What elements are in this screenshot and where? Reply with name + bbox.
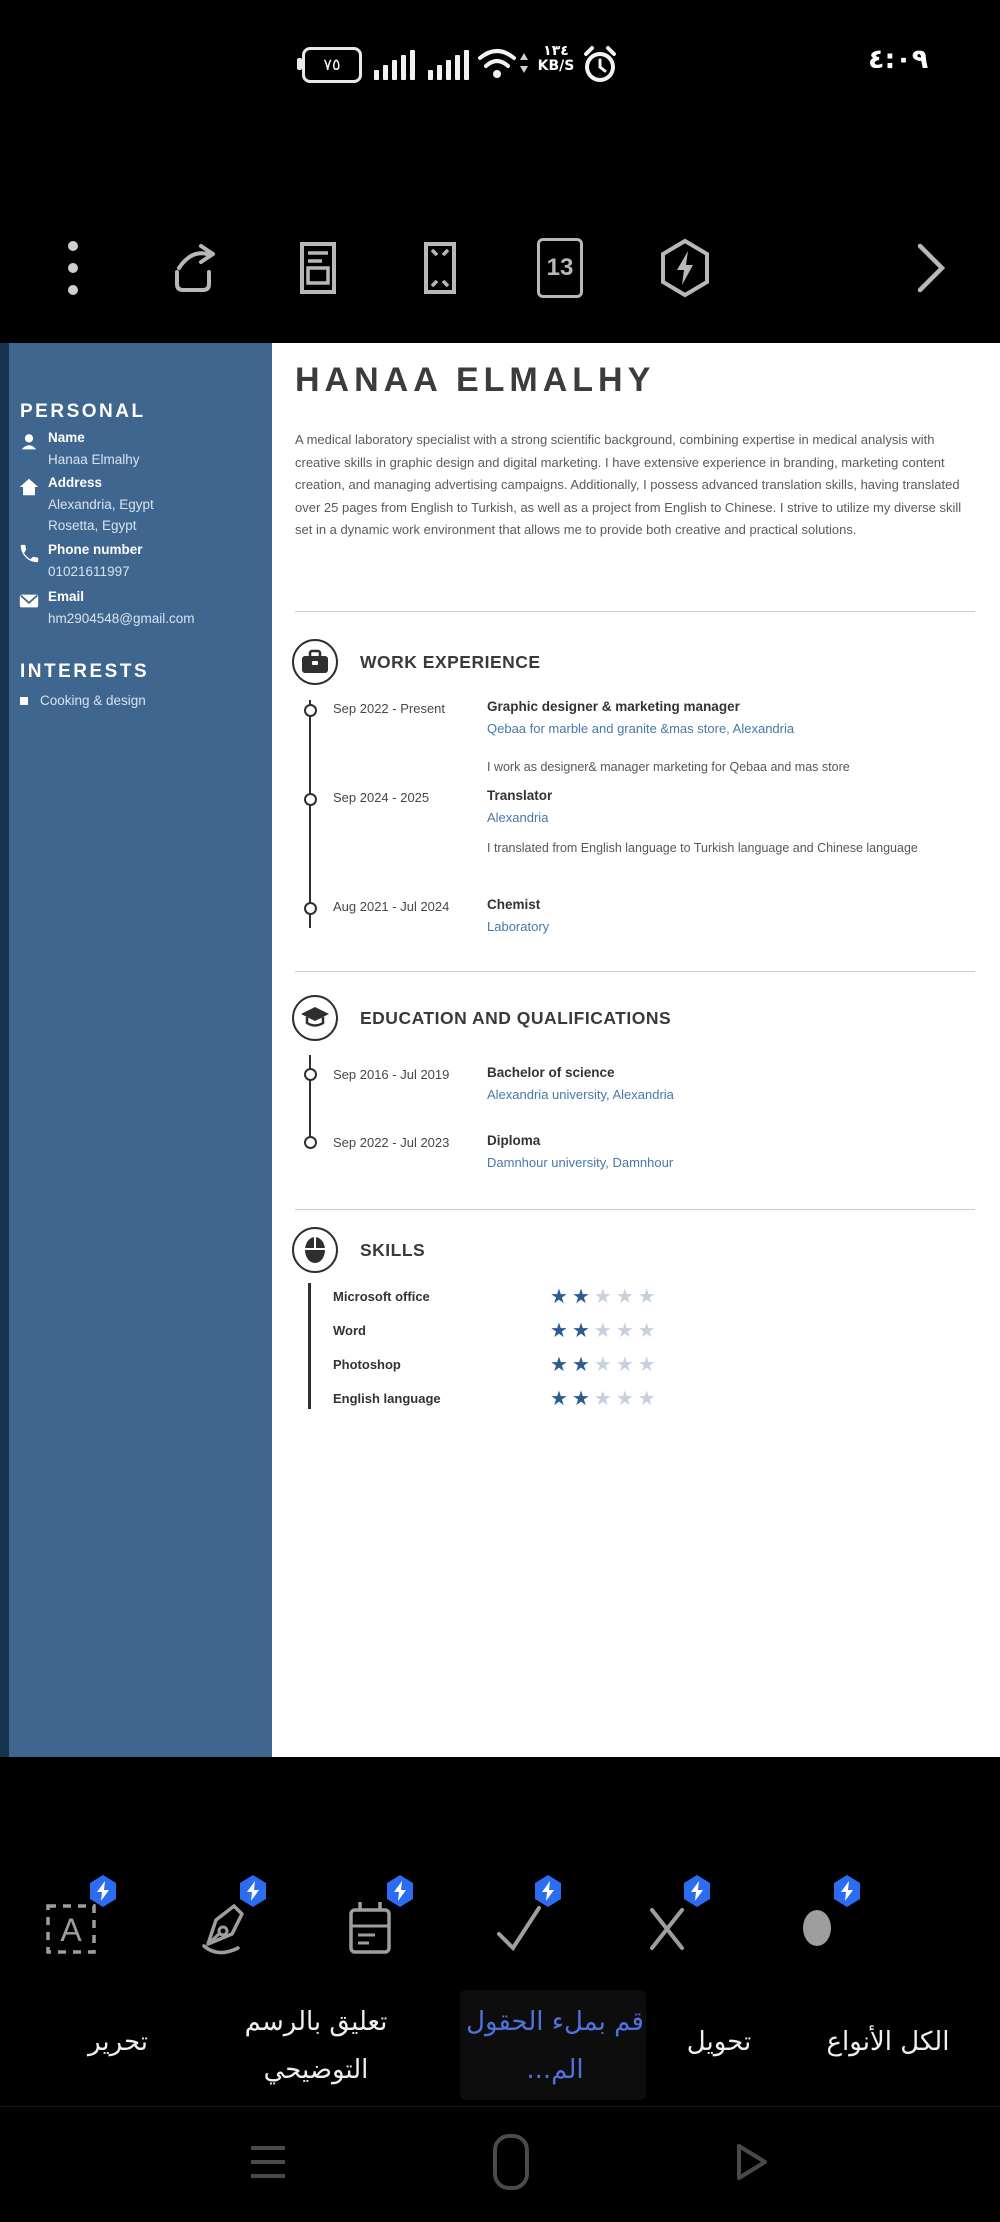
chevron-right-icon bbox=[910, 238, 950, 298]
star-icon: ★ bbox=[615, 1388, 638, 1410]
interests-heading: INTERESTS bbox=[20, 661, 150, 682]
skill-name: Microsoft office bbox=[333, 1289, 430, 1304]
skill-rating bbox=[550, 1355, 660, 1375]
timeline-dot bbox=[304, 704, 317, 717]
nav-home-button[interactable] bbox=[481, 2130, 541, 2194]
entry-date: Aug 2021 - Jul 2024 bbox=[333, 899, 450, 914]
check-icon bbox=[489, 1900, 547, 1958]
signature-pen-icon bbox=[194, 1900, 252, 1958]
skill-name: Word bbox=[333, 1323, 366, 1338]
timeline-dot bbox=[304, 793, 317, 806]
star-icon: ★ bbox=[550, 1354, 572, 1376]
contact-label: Name bbox=[48, 430, 85, 445]
share-button[interactable] bbox=[163, 236, 227, 300]
contact-label: Phone number bbox=[48, 542, 143, 557]
graduation-cap-icon bbox=[300, 1005, 330, 1031]
fit-screen-icon bbox=[410, 238, 470, 298]
edit-text-icon bbox=[44, 1900, 102, 1958]
signal-bars-icon bbox=[374, 50, 415, 80]
overflow-menu-button[interactable] bbox=[41, 236, 105, 300]
section-divider bbox=[295, 611, 975, 612]
entry-title: Chemist bbox=[487, 897, 541, 912]
more-tools-button[interactable] bbox=[898, 236, 962, 300]
battery-icon bbox=[302, 47, 362, 83]
home-icon bbox=[18, 476, 40, 498]
star-icon: ★ bbox=[571, 1286, 594, 1308]
page-number-button[interactable] bbox=[528, 236, 592, 300]
interest-item bbox=[20, 693, 146, 708]
star-icon: ★ bbox=[550, 1286, 572, 1308]
resume-sidebar bbox=[0, 343, 272, 1757]
signal-bars-icon bbox=[428, 50, 469, 80]
entry-subtitle: Alexandria bbox=[487, 810, 549, 825]
top-toolbar bbox=[0, 100, 1000, 281]
flash-badge-icon bbox=[533, 1874, 563, 1908]
flash-hexagon-icon bbox=[655, 237, 715, 299]
nav-back-button[interactable] bbox=[721, 2130, 781, 2194]
timeline-line bbox=[309, 700, 311, 928]
mode-tab-bar bbox=[0, 1988, 1000, 2106]
back-icon bbox=[731, 2140, 771, 2184]
star-icon: ★ bbox=[550, 1388, 572, 1410]
entry-title: Bachelor of science bbox=[487, 1065, 615, 1080]
entry-subtitle: Alexandria university, Alexandria bbox=[487, 1087, 674, 1102]
star-icon: ★ bbox=[637, 1286, 660, 1308]
flash-tools-button[interactable] bbox=[653, 236, 717, 300]
fit-screen-button[interactable] bbox=[408, 236, 472, 300]
mouse-icon bbox=[303, 1236, 327, 1264]
entry-description: I work as designer& manager marketing for Qebaa and mas store bbox=[487, 760, 850, 774]
resume-name: HANAA ELMALHY bbox=[295, 361, 656, 399]
tab-edit[interactable]: تحرير bbox=[88, 2027, 148, 2057]
star-icon: ★ bbox=[550, 1320, 572, 1342]
resume-summary: A medical laboratory specialist with a strong scientific background, combining expertise in medical analysis with creative skills in graphic design and digital marketing. I have extensive experience in branding, marketing content creation, and managing advertising campaigns. Additionally, I possess advanced translation skills, having translated over 25 pages from English to Turkish, as well as a project from English to Chinese. I strive to utilize my diverse skill set in a dynamic work environment that allows me to provide both creative and practical solutions. bbox=[295, 432, 962, 537]
star-icon: ★ bbox=[571, 1388, 594, 1410]
skill-rating bbox=[550, 1321, 660, 1341]
reader-view-button[interactable] bbox=[286, 236, 350, 300]
star-icon: ★ bbox=[571, 1354, 594, 1376]
skills-section-title: SKILLS bbox=[360, 1240, 426, 1260]
form-fields-icon bbox=[341, 1900, 399, 1958]
entry-title: Translator bbox=[487, 788, 553, 803]
flash-badge-icon bbox=[682, 1874, 712, 1908]
star-icon: ★ bbox=[593, 1320, 616, 1342]
entry-description: I translated from English language to Turkish language and Chinese language bbox=[487, 841, 918, 855]
tab-all-types[interactable]: الكل الأنواع bbox=[826, 2027, 950, 2057]
skill-rating bbox=[550, 1389, 660, 1409]
entry-date: Sep 2022 - Jul 2023 bbox=[333, 1135, 450, 1150]
star-icon: ★ bbox=[615, 1354, 638, 1376]
tab-annotate[interactable]: تعليق بالرسم التوضيحي bbox=[244, 2007, 388, 2085]
star-icon: ★ bbox=[637, 1320, 660, 1342]
tab-fill-fields[interactable]: قم بملء الحقول الم... bbox=[466, 2007, 644, 2085]
contact-value: Hanaa Elmalhy bbox=[48, 452, 140, 467]
speed-unit: KB/S bbox=[537, 58, 575, 74]
page-number-icon bbox=[537, 238, 583, 298]
cross-icon bbox=[638, 1900, 696, 1958]
timeline-dot bbox=[304, 1068, 317, 1081]
flash-badge-icon bbox=[88, 1874, 118, 1908]
phone-icon bbox=[18, 543, 40, 565]
star-icon: ★ bbox=[615, 1320, 638, 1342]
entry-subtitle: Laboratory bbox=[487, 919, 550, 934]
star-icon: ★ bbox=[637, 1388, 660, 1410]
skill-rating bbox=[550, 1287, 660, 1307]
cross-tool[interactable] bbox=[624, 1874, 720, 1978]
flash-badge-icon bbox=[238, 1874, 268, 1908]
entry-title: Diploma bbox=[487, 1133, 541, 1148]
star-icon: ★ bbox=[637, 1354, 660, 1376]
contact-value: hm2904548@gmail.com bbox=[48, 611, 195, 626]
skill-name: English language bbox=[333, 1391, 441, 1406]
contact-value: Rosetta, Egypt bbox=[48, 518, 137, 533]
interest-label: Cooking & design bbox=[40, 693, 146, 708]
battery-level: ٧٥ bbox=[323, 55, 341, 74]
section-divider bbox=[295, 1209, 975, 1210]
work-section-icon bbox=[292, 639, 338, 685]
svg-text:A: A bbox=[60, 1912, 82, 1948]
speed-value: ١٣٤ bbox=[543, 43, 569, 59]
status-bar bbox=[0, 0, 1000, 100]
flash-badge-icon bbox=[385, 1874, 415, 1908]
star-icon: ★ bbox=[593, 1286, 616, 1308]
briefcase-icon bbox=[301, 649, 329, 675]
star-icon: ★ bbox=[571, 1320, 594, 1342]
clock-time: ٤:٠٩ bbox=[868, 44, 929, 75]
check-tool[interactable] bbox=[475, 1874, 571, 1978]
education-section-icon bbox=[292, 995, 338, 1041]
network-speed bbox=[528, 44, 584, 74]
skill-name: Photoshop bbox=[333, 1357, 401, 1372]
star-icon: ★ bbox=[593, 1354, 616, 1376]
mail-icon bbox=[18, 590, 40, 612]
education-section-title: EDUCATION AND QUALIFICATIONS bbox=[360, 1008, 672, 1028]
nav-recents-button[interactable] bbox=[238, 2130, 298, 2194]
entry-date: Sep 2022 - Present bbox=[333, 701, 446, 716]
recents-icon bbox=[247, 2140, 289, 2184]
bottom-toolbar bbox=[0, 1860, 1000, 1988]
contact-value: Alexandria, Egypt bbox=[48, 497, 154, 512]
overflow-menu-icon bbox=[65, 238, 81, 298]
person-icon bbox=[18, 431, 40, 453]
dot-tool[interactable] bbox=[774, 1874, 870, 1978]
share-icon bbox=[165, 238, 225, 298]
signature-tool[interactable] bbox=[180, 1874, 276, 1978]
work-section-title: WORK EXPERIENCE bbox=[360, 652, 541, 672]
star-icon: ★ bbox=[615, 1286, 638, 1308]
page-indicator: 13 bbox=[546, 254, 574, 281]
skills-rule bbox=[308, 1283, 311, 1409]
section-divider bbox=[295, 971, 975, 972]
entry-subtitle: Qebaa for marble and granite &mas store, Alexandria bbox=[487, 721, 795, 736]
skills-section-icon bbox=[292, 1227, 338, 1273]
flash-badge-icon bbox=[832, 1874, 862, 1908]
edit-text-tool[interactable] bbox=[30, 1874, 126, 1978]
entry-date: Sep 2024 - 2025 bbox=[333, 790, 430, 805]
contact-label: Email bbox=[48, 589, 85, 604]
home-icon bbox=[489, 2132, 533, 2192]
star-icon: ★ bbox=[593, 1388, 616, 1410]
form-fields-tool[interactable] bbox=[327, 1874, 423, 1978]
wifi-icon bbox=[476, 42, 528, 86]
timeline-dot bbox=[304, 902, 317, 915]
nav-divider bbox=[0, 2106, 1000, 2107]
reader-view-icon bbox=[288, 238, 348, 298]
entry-title: Graphic designer & marketing manager bbox=[487, 699, 740, 714]
entry-date: Sep 2016 - Jul 2019 bbox=[333, 1067, 450, 1082]
contact-label: Address bbox=[48, 475, 103, 490]
personal-heading: PERSONAL bbox=[20, 401, 146, 422]
entry-subtitle: Damnhour university, Damnhour bbox=[487, 1155, 674, 1170]
dot-icon bbox=[788, 1900, 846, 1958]
resume-document[interactable] bbox=[0, 343, 1000, 1757]
timeline-dot bbox=[304, 1136, 317, 1149]
contact-value: 01021611997 bbox=[48, 564, 130, 579]
tab-convert[interactable]: تحويل bbox=[686, 2027, 752, 2057]
alarm-clock-icon bbox=[578, 42, 622, 88]
